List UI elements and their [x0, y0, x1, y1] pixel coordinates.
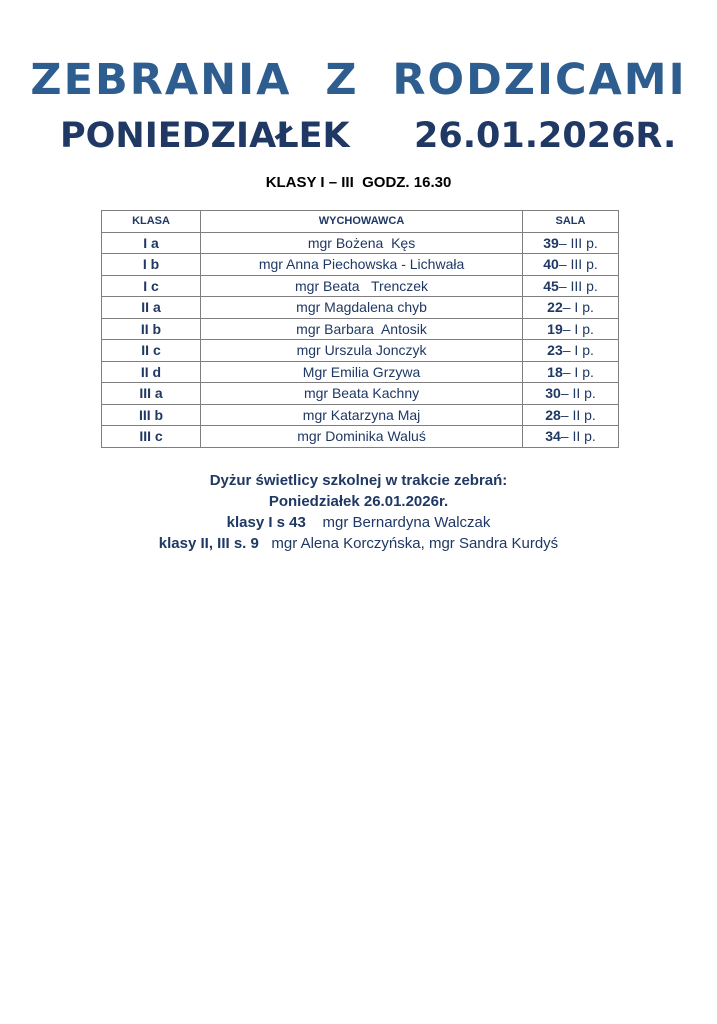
duty-line-1-label: klasy I s 43	[226, 514, 306, 531]
duty-section	[0, 470, 717, 554]
table-row	[102, 318, 619, 340]
room-cell	[523, 426, 619, 448]
teacher-cell: mgr Beata Trenczek	[201, 275, 523, 297]
room-floor: – II p.	[560, 428, 596, 445]
klasa-cell: I a	[102, 232, 201, 254]
room-cell	[523, 318, 619, 340]
room-floor: – I p.	[562, 299, 594, 316]
room-floor: – III p.	[558, 256, 598, 273]
table-row	[102, 404, 619, 426]
klasa-cell: I b	[102, 254, 201, 276]
room-floor: – I p.	[562, 363, 594, 380]
room-number: 19	[547, 320, 563, 337]
room-floor: – III p.	[558, 234, 598, 251]
klasa-cell: II d	[102, 361, 201, 383]
column-header-wychowawca: WYCHOWAWCA	[201, 211, 523, 233]
teacher-cell: mgr Magdalena chyb	[201, 297, 523, 319]
duty-line-2-label: klasy II, III s. 9	[158, 535, 259, 552]
teacher-cell: mgr Anna Piechowska - Lichwała	[201, 254, 523, 276]
room-cell	[523, 275, 619, 297]
teacher-cell: mgr Urszula Jonczyk	[201, 340, 523, 362]
table-row	[102, 361, 619, 383]
table-header-row	[102, 211, 619, 233]
page-subtitle	[60, 112, 680, 160]
klasa-cell: I c	[102, 275, 201, 297]
klasa-cell: II c	[102, 340, 201, 362]
teacher-cell: Mgr Emilia Grzywa	[201, 361, 523, 383]
room-cell	[523, 297, 619, 319]
room-floor: – II p.	[560, 406, 596, 423]
room-number: 40	[543, 256, 559, 273]
table-row	[102, 254, 619, 276]
room-number: 34	[545, 428, 561, 445]
room-number: 18	[547, 363, 563, 380]
duty-heading: Dyżur świetlicy szkolnej w trakcie zebrań:	[209, 472, 508, 489]
room-number: 45	[543, 277, 559, 294]
table-row	[102, 297, 619, 319]
klasa-cell: II b	[102, 318, 201, 340]
table-row	[102, 426, 619, 448]
room-cell	[523, 232, 619, 254]
duty-line-2-teachers: mgr Alena Korczyńska, mgr Sandra Kurdyś	[271, 535, 559, 552]
room-floor: – II p.	[560, 385, 596, 402]
room-floor: – I p.	[562, 342, 594, 359]
room-number: 39	[543, 234, 559, 251]
klasa-cell: II a	[102, 297, 201, 319]
room-floor: – III p.	[558, 277, 598, 294]
room-cell	[523, 383, 619, 405]
room-number: 28	[545, 406, 561, 423]
room-cell	[523, 254, 619, 276]
klasa-cell: III c	[102, 426, 201, 448]
duty-line-2	[0, 533, 717, 554]
meeting-date: 26.01.2026R.	[414, 116, 677, 156]
column-header-sala: SALA	[523, 211, 619, 233]
teacher-cell: mgr Barbara Antosik	[201, 318, 523, 340]
table-row	[102, 275, 619, 297]
klasa-cell: III b	[102, 404, 201, 426]
teacher-cell: mgr Bożena Kęs	[201, 232, 523, 254]
klasa-cell: III a	[102, 383, 201, 405]
teacher-cell: mgr Katarzyna Maj	[201, 404, 523, 426]
table-row	[102, 383, 619, 405]
table-row	[102, 340, 619, 362]
meeting-day: PONIEDZIAŁEK	[60, 116, 350, 156]
room-cell	[523, 340, 619, 362]
room-number: 23	[547, 342, 563, 359]
room-number: 22	[547, 299, 563, 316]
duty-line-1-teachers: mgr Bernardyna Walczak	[322, 514, 491, 531]
table-row	[102, 232, 619, 254]
room-number: 30	[545, 385, 561, 402]
page-title: ZEBRANIA Z RODZICAMI	[30, 55, 687, 105]
schedule-table	[101, 210, 619, 448]
teacher-cell: mgr Dominika Waluś	[201, 426, 523, 448]
room-cell	[523, 361, 619, 383]
column-header-klasa: KLASA	[102, 211, 201, 233]
room-floor: – I p.	[562, 320, 594, 337]
room-cell	[523, 404, 619, 426]
duty-line-1	[0, 512, 717, 533]
classes-time-heading: KLASY I – III GODZ. 16.30	[265, 174, 452, 191]
duty-date: Poniedziałek 26.01.2026r.	[268, 493, 449, 510]
teacher-cell: mgr Beata Kachny	[201, 383, 523, 405]
